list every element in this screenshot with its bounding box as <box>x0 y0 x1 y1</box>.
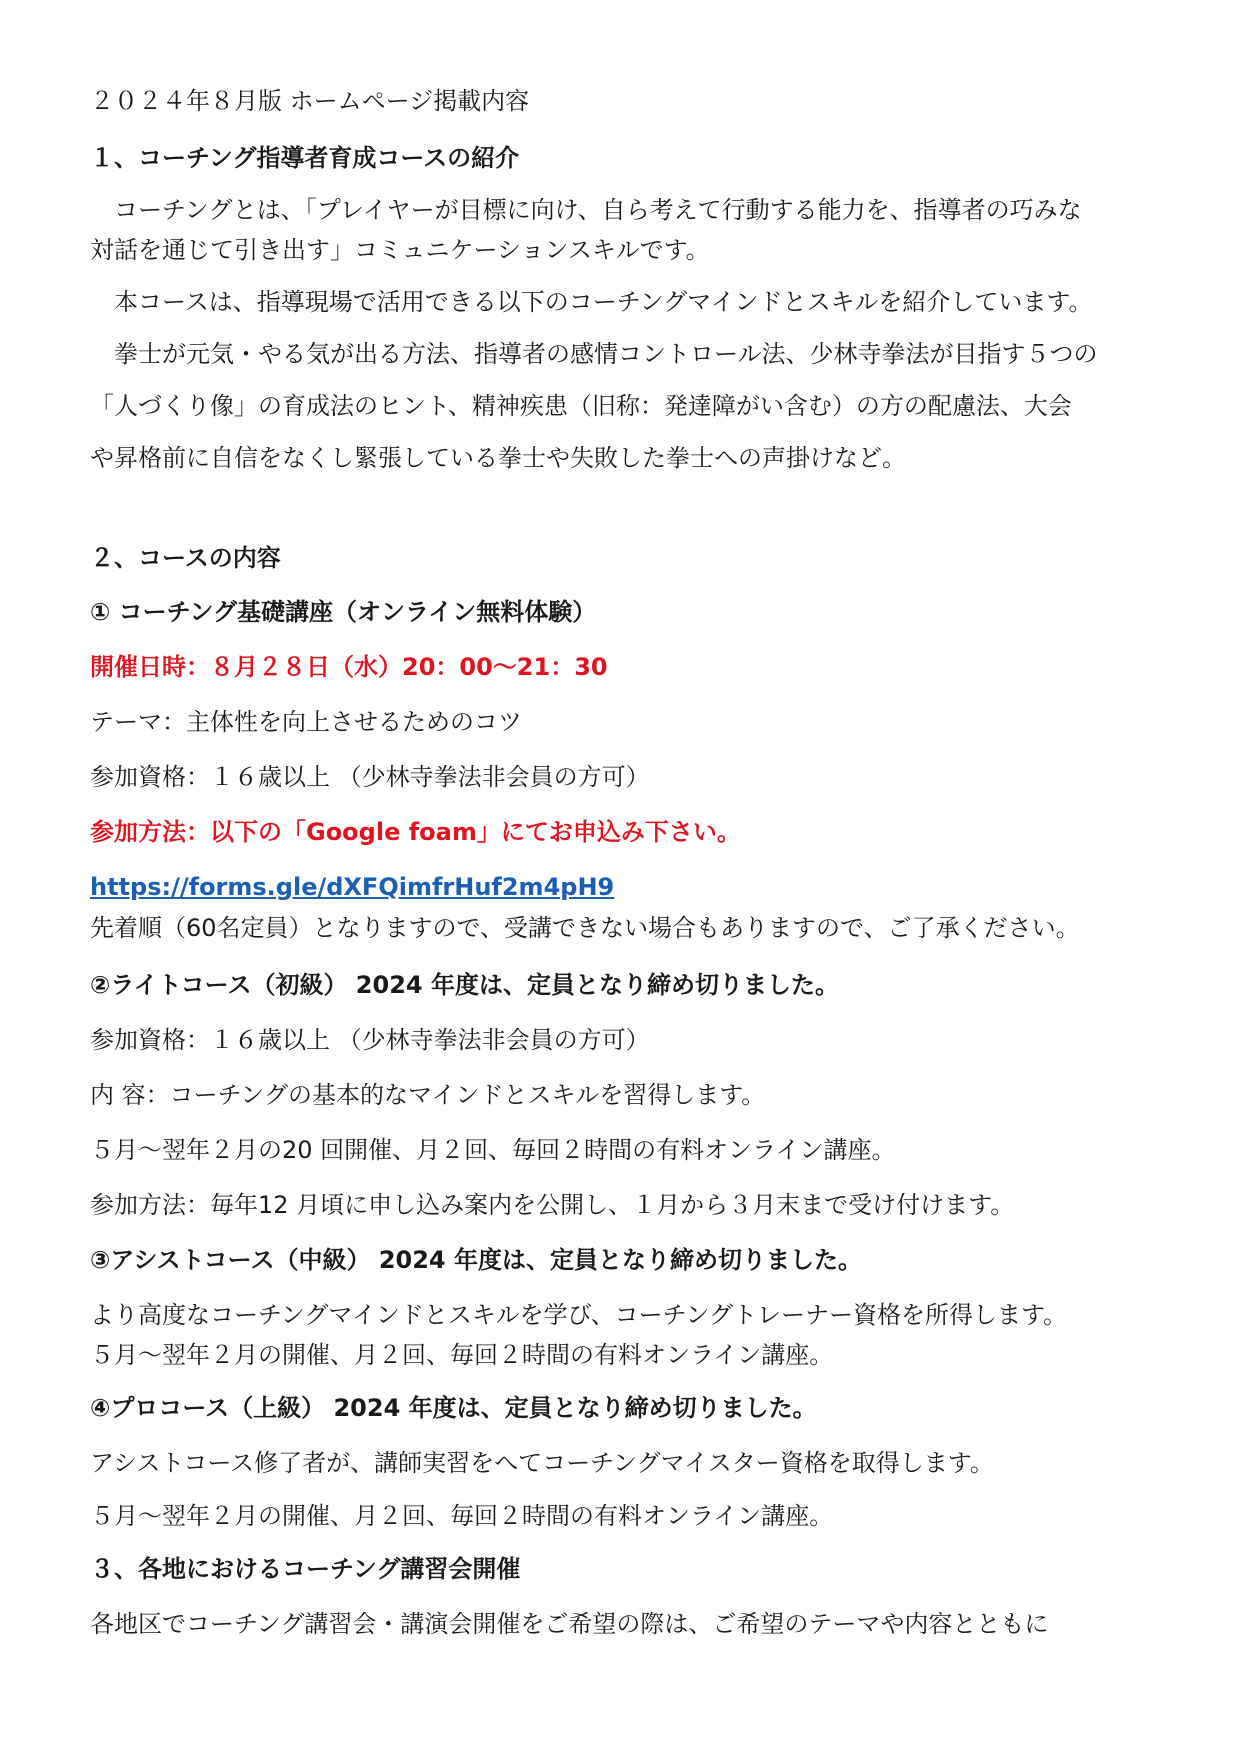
section1-para2: 本コースは、指導現場で活用できる以下のコーチングマインドとスキルを紹介しています。 <box>90 288 1093 316</box>
course1-theme: テーマ：主体性を向上させるためのコツ <box>90 708 522 736</box>
course1-note: 先着順（60名定員）となりますので、受講できない場合もありますので、ご了承ください。 <box>90 914 1080 942</box>
course1-date: 開催日時：８月２８日（水）20：00～21：30 <box>90 653 608 681</box>
course2-method: 参加方法：毎年12 月頃に申し込み案内を公開し、１月から３月末まで受け付けます。 <box>90 1191 1015 1219</box>
course2-eligibility: 参加資格：１６歳以上 （少林寺拳法非会員の方可） <box>90 1026 650 1054</box>
course4-desc: アシストコース修了者が、講師実習をへてコーチングマイスター資格を取得します。 <box>90 1449 994 1477</box>
course3-schedule: ５月～翌年２月の開催、月２回、毎回２時間の有料オンライン講座。 <box>90 1341 834 1369</box>
course4-schedule: ５月～翌年２月の開催、月２回、毎回２時間の有料オンライン講座。 <box>90 1502 834 1530</box>
course2-title: ②ライトコース（初級） 2024 年度は、定員となり締め切りました。 <box>90 971 839 999</box>
section1-para3-line1: 拳士が元気・やる気が出る方法、指導者の感情コントロール法、少林寺拳法が目指す５つの <box>90 340 1098 368</box>
section1-para3-line2: 「人づくり像」の育成法のヒント、精神疾患（旧称：発達障がい含む）の方の配慮法、大会 <box>90 392 1072 420</box>
google-form-link[interactable]: https://forms.gle/dXFQimfrHuf2m4pH9 <box>90 873 615 901</box>
section1-para1-line1: コーチングとは、「プレイヤーが目標に向け、自ら考えて行動する能力を、指導者の巧みな <box>90 196 1082 224</box>
document-header: ２０２４年８月版 ホームページ掲載内容 <box>90 87 530 115</box>
section3-para1: 各地区でコーチング講習会・講演会開催をご希望の際は、ご希望のテーマや内容とともに <box>90 1610 1049 1638</box>
course1-method: 参加方法：以下の「Google foam」にてお申込み下さい。 <box>90 818 741 846</box>
section2-heading: ２、コースの内容 <box>90 544 281 572</box>
section1-heading: １、コーチング指導者育成コースの紹介 <box>90 144 520 172</box>
course2-schedule: ５月～翌年２月の20 回開催、月２回、毎回２時間の有料オンライン講座。 <box>90 1136 896 1164</box>
section1-para1-line2: 対話を通じて引き出す」コミュニケーションスキルです。 <box>90 236 710 264</box>
course1-title: ① コーチング基礎講座（オンライン無料体験） <box>90 598 597 626</box>
course1-eligibility: 参加資格：１６歳以上 （少林寺拳法非会員の方可） <box>90 763 650 791</box>
course3-desc: より高度なコーチングマインドとスキルを学び、コーチングトレーナー資格を所得します。 <box>90 1301 1068 1329</box>
section1-para3-line3: や昇格前に自信をなくし緊張している拳士や失敗した拳士への声掛けなど。 <box>90 444 906 472</box>
course2-content: 内 容：コーチングの基本的なマインドとスキルを習得します。 <box>90 1081 766 1109</box>
course3-title: ③アシストコース（中級） 2024 年度は、定員となり締め切りました。 <box>90 1246 862 1274</box>
section3-heading: ３、各地におけるコーチング講習会開催 <box>90 1555 521 1583</box>
course4-title: ④プロコース（上級） 2024 年度は、定員となり締め切りました。 <box>90 1394 817 1422</box>
